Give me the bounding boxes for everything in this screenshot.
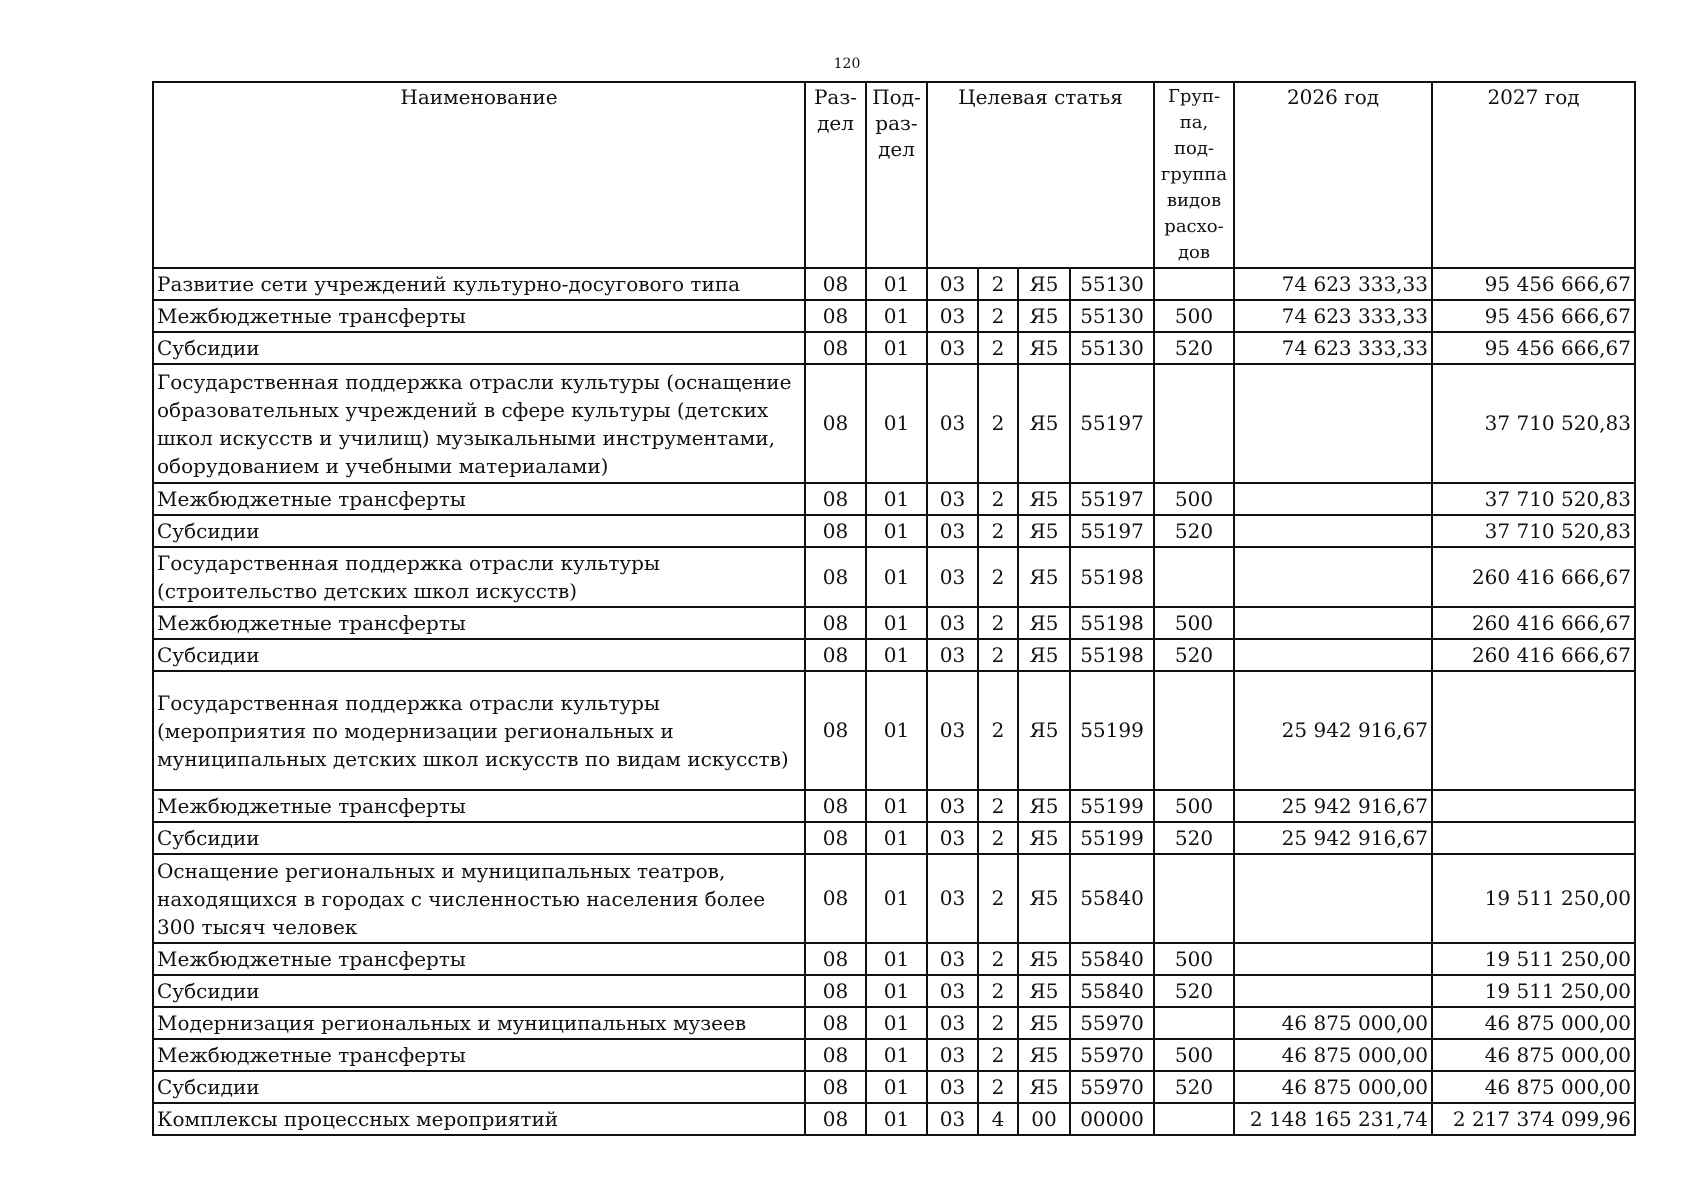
row-subsection: 01 xyxy=(866,1071,927,1103)
row-name: Межбюджетные трансферты xyxy=(153,300,805,332)
row-amount-2027: 260 416 666,67 xyxy=(1432,547,1635,607)
row-target-part-1: 03 xyxy=(927,854,978,943)
row-target-part-4: 55970 xyxy=(1070,1039,1154,1071)
row-subsection: 01 xyxy=(866,483,927,515)
row-name: Субсидии xyxy=(153,822,805,854)
row-target-part-1: 03 xyxy=(927,822,978,854)
row-section: 08 xyxy=(805,854,866,943)
row-target-part-4: 55840 xyxy=(1070,943,1154,975)
row-target-part-4: 55130 xyxy=(1070,300,1154,332)
budget-table xyxy=(152,81,1636,1136)
row-section: 08 xyxy=(805,483,866,515)
row-target-part-1: 03 xyxy=(927,515,978,547)
table-row xyxy=(153,671,1635,790)
row-amount-2026: 46 875 000,00 xyxy=(1234,1007,1432,1039)
row-name: Оснащение региональных и муниципальных театров, находящихся в городах с численностью населения более 300 тысяч человек xyxy=(153,854,805,943)
row-target-part-4: 55970 xyxy=(1070,1007,1154,1039)
row-subsection: 01 xyxy=(866,790,927,822)
row-name: Субсидии xyxy=(153,515,805,547)
row-section: 08 xyxy=(805,1039,866,1071)
row-target-part-2: 2 xyxy=(978,268,1018,300)
row-section: 08 xyxy=(805,822,866,854)
row-expense-group xyxy=(1154,364,1234,483)
row-amount-2026: 74 623 333,33 xyxy=(1234,300,1432,332)
table-row xyxy=(153,483,1635,515)
row-target-part-2: 2 xyxy=(978,607,1018,639)
row-amount-2027: 260 416 666,67 xyxy=(1432,607,1635,639)
row-expense-group xyxy=(1154,854,1234,943)
header-year-2027: 2027 год xyxy=(1432,82,1635,268)
row-amount-2027: 37 710 520,83 xyxy=(1432,483,1635,515)
row-section: 08 xyxy=(805,547,866,607)
row-subsection: 01 xyxy=(866,854,927,943)
row-target-part-4: 55199 xyxy=(1070,822,1154,854)
row-target-part-3: Я5 xyxy=(1018,515,1070,547)
row-subsection: 01 xyxy=(866,1039,927,1071)
row-target-part-4: 55199 xyxy=(1070,790,1154,822)
row-amount-2027: 46 875 000,00 xyxy=(1432,1071,1635,1103)
row-expense-group: 520 xyxy=(1154,515,1234,547)
row-section: 08 xyxy=(805,1103,866,1135)
row-subsection: 01 xyxy=(866,639,927,671)
row-expense-group: 520 xyxy=(1154,1071,1234,1103)
row-target-part-1: 03 xyxy=(927,790,978,822)
row-name: Межбюджетные трансферты xyxy=(153,607,805,639)
row-expense-group: 520 xyxy=(1154,332,1234,364)
row-target-part-4: 55199 xyxy=(1070,671,1154,790)
row-subsection: 01 xyxy=(866,1103,927,1135)
row-amount-2027: 19 511 250,00 xyxy=(1432,975,1635,1007)
row-target-part-3: Я5 xyxy=(1018,822,1070,854)
row-section: 08 xyxy=(805,1071,866,1103)
row-target-part-1: 03 xyxy=(927,975,978,1007)
row-amount-2026: 25 942 916,67 xyxy=(1234,671,1432,790)
row-amount-2026 xyxy=(1234,639,1432,671)
row-subsection: 01 xyxy=(866,300,927,332)
row-name: Развитие сети учреждений культурно-досугового типа xyxy=(153,268,805,300)
row-name: Межбюджетные трансферты xyxy=(153,483,805,515)
row-target-part-4: 55198 xyxy=(1070,639,1154,671)
row-amount-2026: 25 942 916,67 xyxy=(1234,822,1432,854)
row-name: Модернизация региональных и муниципальных музеев xyxy=(153,1007,805,1039)
row-target-part-1: 03 xyxy=(927,268,978,300)
row-target-part-2: 2 xyxy=(978,790,1018,822)
header-name: Наименование xyxy=(153,82,805,268)
row-section: 08 xyxy=(805,1007,866,1039)
table-row xyxy=(153,822,1635,854)
row-amount-2027 xyxy=(1432,671,1635,790)
row-target-part-2: 2 xyxy=(978,822,1018,854)
row-amount-2027: 46 875 000,00 xyxy=(1432,1007,1635,1039)
row-expense-group: 500 xyxy=(1154,1039,1234,1071)
row-section: 08 xyxy=(805,300,866,332)
row-amount-2027: 95 456 666,67 xyxy=(1432,300,1635,332)
row-section: 08 xyxy=(805,515,866,547)
row-subsection: 01 xyxy=(866,364,927,483)
row-expense-group xyxy=(1154,1007,1234,1039)
row-expense-group xyxy=(1154,547,1234,607)
row-target-part-2: 2 xyxy=(978,364,1018,483)
row-target-part-3: Я5 xyxy=(1018,300,1070,332)
row-target-part-1: 03 xyxy=(927,1071,978,1103)
row-target-part-1: 03 xyxy=(927,639,978,671)
row-expense-group: 500 xyxy=(1154,483,1234,515)
table-row xyxy=(153,515,1635,547)
row-subsection: 01 xyxy=(866,975,927,1007)
row-amount-2026 xyxy=(1234,547,1432,607)
table-row xyxy=(153,364,1635,483)
row-target-part-2: 2 xyxy=(978,515,1018,547)
table-row xyxy=(153,854,1635,943)
row-target-part-4: 00000 xyxy=(1070,1103,1154,1135)
row-amount-2026: 25 942 916,67 xyxy=(1234,790,1432,822)
row-target-part-2: 2 xyxy=(978,300,1018,332)
row-target-part-3: Я5 xyxy=(1018,943,1070,975)
row-expense-group: 520 xyxy=(1154,639,1234,671)
row-expense-group xyxy=(1154,1103,1234,1135)
table-row xyxy=(153,943,1635,975)
table-row xyxy=(153,1007,1635,1039)
table-row xyxy=(153,1039,1635,1071)
row-subsection: 01 xyxy=(866,332,927,364)
row-amount-2026: 46 875 000,00 xyxy=(1234,1071,1432,1103)
row-name: Комплексы процессных мероприятий xyxy=(153,1103,805,1135)
row-expense-group xyxy=(1154,671,1234,790)
header-target-article: Целевая статья xyxy=(927,82,1154,268)
row-name: Государственная поддержка отрасли культуры (мероприятия по модернизации региональных и муниципальных детских школ искусств по видам искусств) xyxy=(153,671,805,790)
row-target-part-3: Я5 xyxy=(1018,1039,1070,1071)
row-target-part-2: 2 xyxy=(978,639,1018,671)
row-amount-2027: 95 456 666,67 xyxy=(1432,332,1635,364)
table-row xyxy=(153,332,1635,364)
row-amount-2027: 37 710 520,83 xyxy=(1432,515,1635,547)
table-row xyxy=(153,607,1635,639)
row-target-part-3: Я5 xyxy=(1018,483,1070,515)
row-target-part-3: Я5 xyxy=(1018,364,1070,483)
row-target-part-3: Я5 xyxy=(1018,547,1070,607)
row-target-part-2: 4 xyxy=(978,1103,1018,1135)
row-amount-2026: 46 875 000,00 xyxy=(1234,1039,1432,1071)
row-target-part-1: 03 xyxy=(927,1103,978,1135)
row-target-part-3: 00 xyxy=(1018,1103,1070,1135)
row-section: 08 xyxy=(805,639,866,671)
row-expense-group: 520 xyxy=(1154,975,1234,1007)
table-row xyxy=(153,1103,1635,1135)
row-target-part-1: 03 xyxy=(927,607,978,639)
row-target-part-1: 03 xyxy=(927,332,978,364)
row-amount-2027 xyxy=(1432,790,1635,822)
row-amount-2027: 19 511 250,00 xyxy=(1432,854,1635,943)
row-target-part-3: Я5 xyxy=(1018,639,1070,671)
row-target-part-2: 2 xyxy=(978,975,1018,1007)
header-year-2026: 2026 год xyxy=(1234,82,1432,268)
table-row xyxy=(153,975,1635,1007)
row-subsection: 01 xyxy=(866,515,927,547)
row-target-part-2: 2 xyxy=(978,483,1018,515)
row-amount-2027: 19 511 250,00 xyxy=(1432,943,1635,975)
row-subsection: 01 xyxy=(866,607,927,639)
row-amount-2026 xyxy=(1234,515,1432,547)
row-target-part-2: 2 xyxy=(978,547,1018,607)
table-row xyxy=(153,300,1635,332)
row-name: Межбюджетные трансферты xyxy=(153,943,805,975)
row-expense-group: 500 xyxy=(1154,607,1234,639)
row-target-part-3: Я5 xyxy=(1018,268,1070,300)
row-amount-2027 xyxy=(1432,822,1635,854)
row-amount-2027: 2 217 374 099,96 xyxy=(1432,1103,1635,1135)
row-name: Субсидии xyxy=(153,975,805,1007)
table-row xyxy=(153,639,1635,671)
row-amount-2026 xyxy=(1234,854,1432,943)
row-target-part-2: 2 xyxy=(978,332,1018,364)
row-target-part-1: 03 xyxy=(927,364,978,483)
row-amount-2026: 2 148 165 231,74 xyxy=(1234,1103,1432,1135)
row-amount-2026 xyxy=(1234,364,1432,483)
row-amount-2027: 37 710 520,83 xyxy=(1432,364,1635,483)
row-subsection: 01 xyxy=(866,1007,927,1039)
table-body xyxy=(153,268,1635,1135)
row-target-part-2: 2 xyxy=(978,1071,1018,1103)
row-amount-2026: 74 623 333,33 xyxy=(1234,268,1432,300)
row-target-part-4: 55840 xyxy=(1070,854,1154,943)
row-expense-group: 500 xyxy=(1154,300,1234,332)
row-amount-2026 xyxy=(1234,943,1432,975)
row-section: 08 xyxy=(805,671,866,790)
page-number: 120 xyxy=(833,56,861,72)
row-expense-group: 500 xyxy=(1154,943,1234,975)
row-subsection: 01 xyxy=(866,671,927,790)
row-target-part-4: 55198 xyxy=(1070,547,1154,607)
header-expense-group: Груп- па, под- группа видов расхо- дов xyxy=(1154,82,1234,268)
row-target-part-2: 2 xyxy=(978,943,1018,975)
row-name: Государственная поддержка отрасли культуры (оснащение образовательных учреждений в сфере культуры (детских школ искусств и училищ) музыкальными инструментами, оборудованием и учебными материалами) xyxy=(153,364,805,483)
row-target-part-2: 2 xyxy=(978,1007,1018,1039)
row-subsection: 01 xyxy=(866,547,927,607)
row-subsection: 01 xyxy=(866,268,927,300)
row-section: 08 xyxy=(805,607,866,639)
row-name: Субсидии xyxy=(153,332,805,364)
row-name: Субсидии xyxy=(153,639,805,671)
row-target-part-3: Я5 xyxy=(1018,854,1070,943)
row-expense-group: 500 xyxy=(1154,790,1234,822)
row-amount-2026: 74 623 333,33 xyxy=(1234,332,1432,364)
row-amount-2026 xyxy=(1234,975,1432,1007)
row-amount-2027: 260 416 666,67 xyxy=(1432,639,1635,671)
row-name: Межбюджетные трансферты xyxy=(153,1039,805,1071)
row-expense-group xyxy=(1154,268,1234,300)
row-subsection: 01 xyxy=(866,943,927,975)
row-target-part-3: Я5 xyxy=(1018,1071,1070,1103)
row-target-part-4: 55840 xyxy=(1070,975,1154,1007)
row-target-part-1: 03 xyxy=(927,1007,978,1039)
row-target-part-4: 55198 xyxy=(1070,607,1154,639)
row-target-part-1: 03 xyxy=(927,943,978,975)
row-section: 08 xyxy=(805,364,866,483)
row-section: 08 xyxy=(805,268,866,300)
row-amount-2027: 95 456 666,67 xyxy=(1432,268,1635,300)
row-target-part-2: 2 xyxy=(978,854,1018,943)
row-target-part-4: 55130 xyxy=(1070,268,1154,300)
row-target-part-3: Я5 xyxy=(1018,671,1070,790)
row-section: 08 xyxy=(805,975,866,1007)
row-target-part-1: 03 xyxy=(927,300,978,332)
row-expense-group: 520 xyxy=(1154,822,1234,854)
row-section: 08 xyxy=(805,943,866,975)
row-target-part-2: 2 xyxy=(978,1039,1018,1071)
row-target-part-3: Я5 xyxy=(1018,1007,1070,1039)
row-target-part-3: Я5 xyxy=(1018,975,1070,1007)
row-target-part-4: 55970 xyxy=(1070,1071,1154,1103)
row-amount-2026 xyxy=(1234,483,1432,515)
table-row xyxy=(153,547,1635,607)
row-target-part-3: Я5 xyxy=(1018,790,1070,822)
table-header xyxy=(153,82,1635,268)
row-target-part-4: 55197 xyxy=(1070,483,1154,515)
row-subsection: 01 xyxy=(866,822,927,854)
row-section: 08 xyxy=(805,790,866,822)
row-amount-2026 xyxy=(1234,607,1432,639)
row-target-part-2: 2 xyxy=(978,671,1018,790)
table-row xyxy=(153,790,1635,822)
row-target-part-3: Я5 xyxy=(1018,332,1070,364)
row-name: Государственная поддержка отрасли культуры (строительство детских школ искусств) xyxy=(153,547,805,607)
row-target-part-1: 03 xyxy=(927,547,978,607)
table-row xyxy=(153,1071,1635,1103)
row-target-part-4: 55197 xyxy=(1070,515,1154,547)
header-subsection: Под- раз- дел xyxy=(866,82,927,268)
row-target-part-1: 03 xyxy=(927,1039,978,1071)
row-target-part-3: Я5 xyxy=(1018,607,1070,639)
row-name: Субсидии xyxy=(153,1071,805,1103)
row-section: 08 xyxy=(805,332,866,364)
row-target-part-4: 55197 xyxy=(1070,364,1154,483)
row-target-part-4: 55130 xyxy=(1070,332,1154,364)
row-amount-2027: 46 875 000,00 xyxy=(1432,1039,1635,1071)
row-target-part-1: 03 xyxy=(927,671,978,790)
header-section: Раз- дел xyxy=(805,82,866,268)
table-row xyxy=(153,268,1635,300)
row-target-part-1: 03 xyxy=(927,483,978,515)
row-name: Межбюджетные трансферты xyxy=(153,790,805,822)
